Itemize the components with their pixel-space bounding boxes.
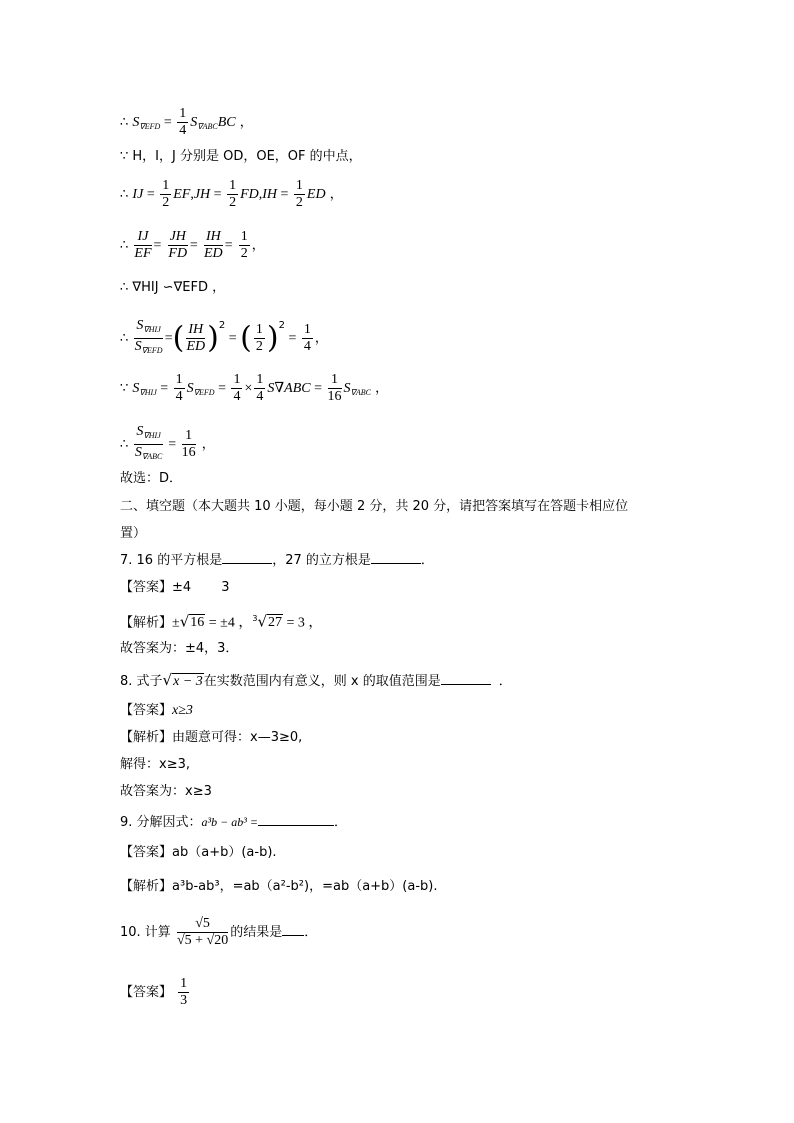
fraction: $\frac{1}{4}$ (179, 106, 187, 138)
because-symbol: ∵ (120, 381, 129, 396)
q10-fraction: $\frac{√5}{√5 + √20}$ (176, 916, 229, 948)
therefore-symbol: ∴ (120, 115, 129, 130)
q10-answer: 【答案】 $\frac{1}{3}$ (120, 976, 188, 1008)
formula-line-3: ∴ IJ = $\frac{1}{2}$ EF,JH = $\frac{1}{2}$ FD,IH = $\frac{1}{2}$ ED ， (120, 178, 343, 210)
q8-answer: 【答案】x≥3 (120, 703, 193, 718)
therefore-symbol: ∴ (120, 331, 129, 346)
question-8: 8. 式子√x − 3在实数范围内有意义，则 x 的取值范围是 ． (120, 671, 512, 689)
midpoint-statement: ∵ H，I，J 分别是 OD，OE，OF 的中点， (120, 149, 362, 164)
q8-conclusion: 故答案为：x≥3 (120, 784, 212, 799)
section-heading: 二、填空题（本大题共 10 小题，每小题 2 分，共 20 分，请把答案填写在答题卡相应位 (120, 499, 629, 514)
section-heading-cont: 置） (120, 526, 147, 541)
answer-blank (441, 684, 491, 685)
choice-line: 故选：D． (120, 471, 183, 486)
therefore-symbol: ∴ (120, 437, 129, 452)
q7-answer: 【答案】±4 3 (120, 580, 230, 595)
formula-line-8: ∴ $\frac{S_{\nabla HIJ}}{S_{\nabla ABC}}$ = $\frac{1}{16}$ ， (120, 424, 215, 461)
formula-line-1: ∴ $S_{\nabla EFD}$ = $\frac{1}{4}$ $S_{\nabla ABC}BC$ ， (120, 106, 253, 138)
q9-analysis: 【解析】a³b-ab³，=ab（a²-b²)，=ab（a+b）(a-b). (120, 879, 438, 894)
answer-blank (282, 935, 304, 936)
q7-conclusion: 故答案为：±4，3． (120, 641, 239, 656)
q9-answer: 【答案】ab（a+b）(a-b). (120, 845, 277, 860)
answer-blank (258, 825, 334, 826)
therefore-symbol: ∴ (120, 238, 129, 253)
q7-analysis: 【解析】±√16 = ±4 ，$^3$√27 = 3 ， (120, 612, 323, 631)
q8-analysis: 【解析】由题意可得：x—3≥0, (120, 730, 303, 745)
question-9: 9. 分解因式：a³b − ab³ = ． (120, 815, 347, 830)
formula-line-4: ∴ $\frac{IJ}{EF}$ = $\frac{JH}{FD}$ = $\frac{IH}{ED}$ = $\frac{1}{2}$ ， (120, 229, 265, 261)
q8-solve: 解得：x≥3, (120, 757, 190, 772)
similarity-statement: ∴ ∇HIJ ∽∇EFD ， (120, 280, 226, 295)
formula-line-7: ∵ $S_{\nabla HIJ}$ = $\frac{1}{4}$ $S_{\nabla EFD}$ = $\frac{1}{4}$ × $\frac{1}{4}$ S∇ABC = $\frac{1}{16}$ $S_{\nabla ABC}$ ， (120, 372, 389, 404)
therefore-symbol: ∴ (120, 187, 129, 202)
question-7: 7. 16 的平方根是 ，27 的立方根是 ． (120, 553, 434, 568)
question-10: 10. 计算 $\frac{√5}{√5 + √20}$ 的结果是 ． (120, 916, 318, 948)
answer-blank (222, 563, 272, 564)
formula-line-6: ∴ $\frac{S_{\nabla HIJ}}{S_{\nabla EFD}}$ =( $\frac{IH}{ED}$ )$^2$ = ( $\frac{1}{2}$ )$^2$ = $\frac{1}{4}$ ， (120, 318, 328, 356)
answer-blank (371, 563, 421, 564)
